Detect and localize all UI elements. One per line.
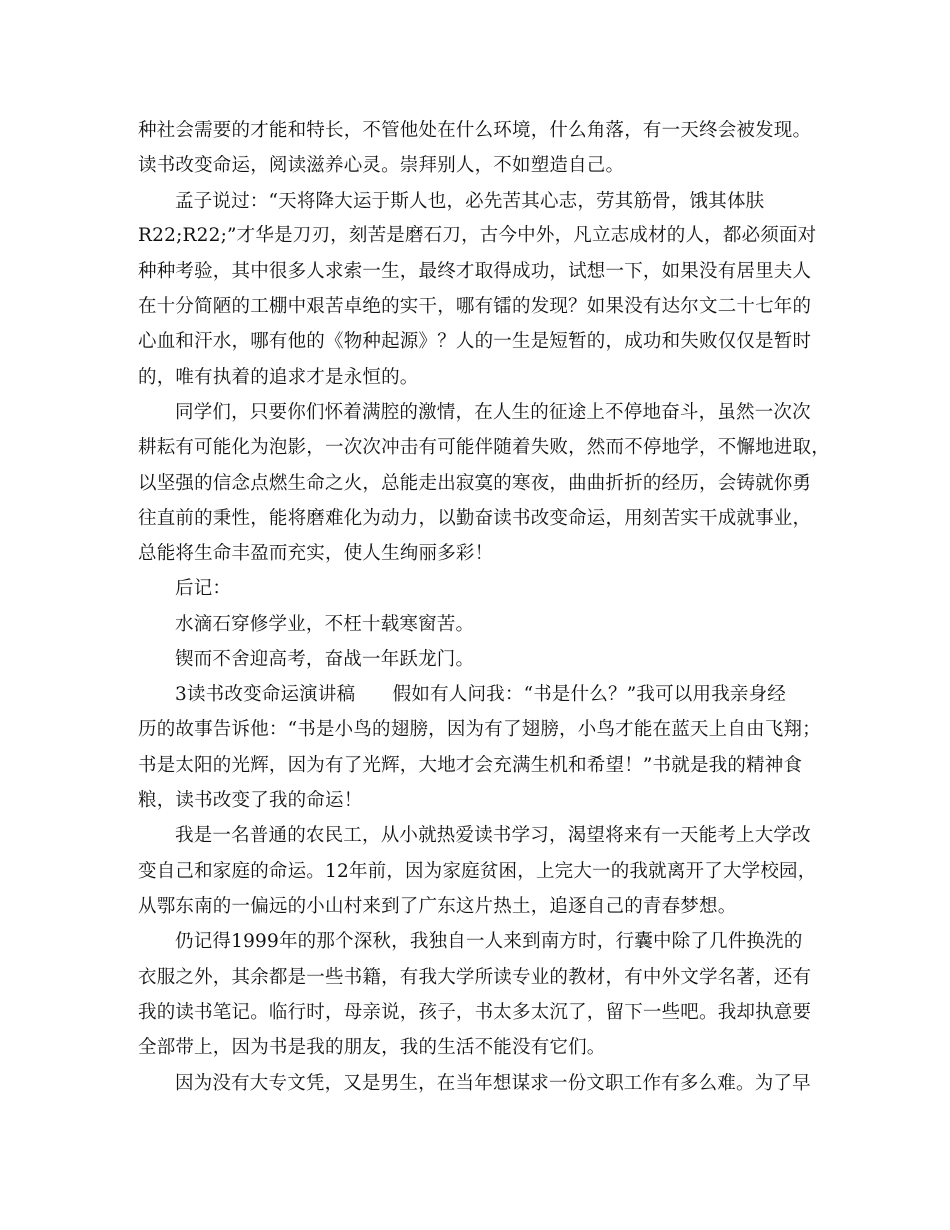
- text-line: 往直前的秉性，能将磨难化为动力，以勤奋读书改变命运，用刻苦实干成就事业，: [138, 508, 812, 529]
- text-line: 同学们，只要你们怀着满腔的激情，在人生的征途上不停地奋斗，虽然一次次: [175, 402, 811, 423]
- text-line: 种社会需要的才能和特长，不管他处在什么环境，什么角落，有一天终会被发现。: [138, 120, 812, 141]
- text-line: 我是一名普通的农民工，从小就热爱读书学习，渴望将来有一天能考上大学改: [175, 825, 811, 846]
- text-line: 锲而不舍迎高考，奋战一年跃龙门。: [175, 649, 475, 670]
- text-line: 历的故事告诉他：“书是小鸟的翅膀，因为有了翅膀，小鸟才能在蓝天上自由飞翔；: [138, 719, 821, 740]
- text-line: 我的读书笔记。临行时，母亲说，孩子，书太多太沉了，留下一些吧。我却执意要: [138, 1002, 812, 1023]
- text-line: 衣服之外，其余都是一些书籍，有我大学所读专业的教材，有中外文学名著，还有: [138, 967, 812, 988]
- text-line: 变自己和家庭的命运。12年前，因为家庭贫困，上完大一的我就离开了大学校园，: [138, 861, 817, 882]
- text-line: 以坚强的信念点燃生命之火，总能走出寂寞的寒夜，曲曲折折的经历，会铸就你勇: [138, 473, 812, 494]
- text-line: 耕耘有可能化为泡影，一次次冲击有可能伴随着失败，然而不停地学，不懈地进取，: [138, 437, 830, 458]
- text-line: R22;R22;”才华是刀刃，刻苦是磨石刀，古今中外，凡立志成材的人，都必须面对: [138, 225, 817, 246]
- text-line: 水滴石穿修学业，不枉十载寒窗苦。: [175, 614, 475, 635]
- text-line: 孟子说过：“天将降大运于斯人也，必先苦其心志，劳其筋骨，饿其体肤: [175, 191, 765, 212]
- text-line: 后记：: [175, 578, 232, 599]
- text-line: 全部带上，因为书是我的朋友，我的生活不能没有它们。: [138, 1037, 606, 1058]
- text-line: 读书改变命运，阅读滋养心灵。崇拜别人，不如塑造自己。: [138, 155, 625, 176]
- text-line: 书是太阳的光辉，因为有了光辉，大地才会充满生机和希望！”书就是我的精神食: [138, 755, 803, 776]
- text-line: 总能将生命丰盈而充实，使人生绚丽多彩！: [138, 543, 494, 564]
- text-line: 3读书改变命运演讲稿 假如有人问我：“书是什么？”我可以用我亲身经: [175, 684, 786, 705]
- text-line: 的，唯有执着的追求才是永恒的。: [138, 367, 419, 388]
- text-line: 从鄂东南的一偏远的小山村来到了广东这片热土，追逐自己的青春梦想。: [138, 896, 737, 917]
- text-line: 粮，读书改变了我的命运！: [138, 790, 363, 811]
- text-line: 因为没有大专文凭，又是男生，在当年想谋求一份文职工作有多么难。为了早: [175, 1073, 811, 1094]
- text-line: 在十分简陋的工棚中艰苦卓绝的实干，哪有镭的发现？如果没有达尔文二十七年的: [138, 296, 812, 317]
- text-line: 种种考验，其中很多人求索一生，最终才取得成功，试想一下，如果没有居里夫人: [138, 261, 812, 282]
- text-line: 仍记得1999年的那个深秋，我独自一人来到南方时，行囊中除了几件换洗的: [175, 931, 803, 952]
- text-line: 心血和汗水，哪有他的《物种起源》？人的一生是短暂的，成功和失败仅仅是暂时: [138, 331, 812, 352]
